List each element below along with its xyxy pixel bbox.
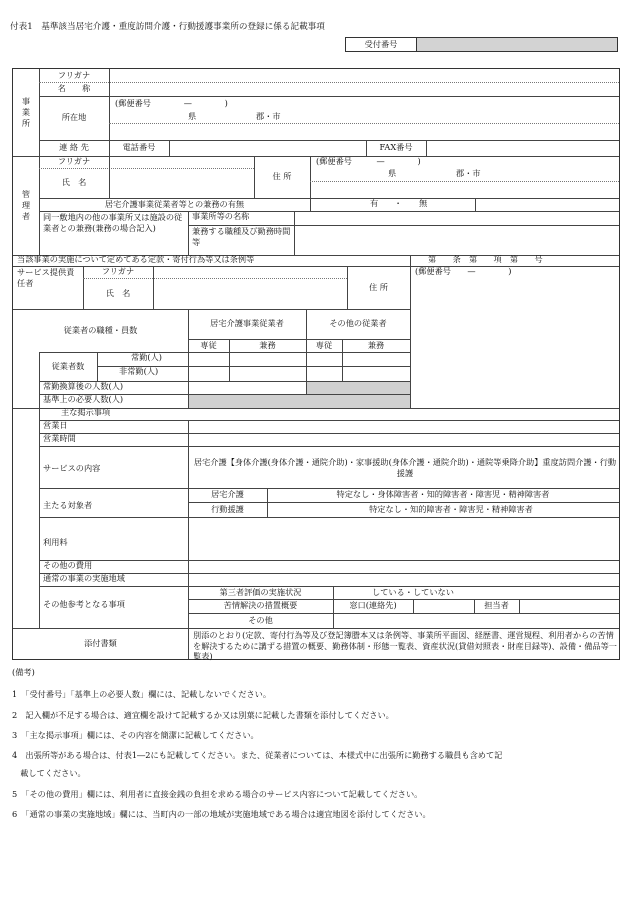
manager-furigana-label: フリガナ — [57, 156, 91, 167]
manager-address-label: 住 所 — [272, 171, 292, 182]
target-behavior-options[interactable]: 特定なし・知的障害者・障害児・精神障害者 — [369, 503, 533, 514]
office-postal-code[interactable]: (郵便番号 — ) — [115, 98, 228, 108]
staff-count-label: 従業者数 — [51, 360, 85, 371]
manager-dual-job-label: 兼務する職種及び勤務時間等 — [192, 226, 291, 247]
service-content-text[interactable]: 居宅介護【身体介護(身体介護・通院介助)・家事援助(身体介護・通院介助)・通院等乗降介助】重度訪問介護・行動援護 — [193, 457, 617, 478]
service-area-label: 通常の事業の実施地域 — [43, 573, 125, 583]
note-4-continued: 載してください。 — [12, 768, 86, 778]
other-label: その他 — [248, 614, 273, 625]
rules-label: 当該事業の実施について定めてある定款・寄付行為等又は条例等 — [17, 254, 255, 264]
staff-home-dual-header: 兼務 — [259, 339, 276, 350]
manager-other-dual-label: 同一敷地内の他の事業所又は施設の従業者との兼務(兼務の場合記入) — [43, 212, 183, 233]
office-side-label — [13, 69, 39, 156]
service-content-label: サービスの内容 — [43, 463, 101, 473]
attachments-label: 添付書類 — [84, 637, 117, 648]
provider-furigana-label: フリガナ — [101, 266, 135, 277]
target-home-care-label: 居宅介護 — [211, 489, 244, 500]
complaint-window-label: 窓口(連絡先) — [349, 600, 397, 611]
notes-heading: (備考) — [12, 667, 35, 677]
manager-side-char-3: 者 — [21, 211, 31, 222]
third-party-eval-label: 第三者評価の実施状況 — [219, 586, 302, 597]
staff-other-full-header: 専従 — [315, 339, 333, 350]
staff-col-home-care: 居宅介護事業従業者 — [210, 318, 284, 329]
office-prefecture-label: 県 — [188, 111, 197, 121]
office-phone-label: 電話番号 — [122, 142, 156, 153]
form-title: 付表1 基準該当居宅介護・重度訪問介護・行動援護事業所の登録に係る記載事項 — [10, 22, 325, 32]
other-fees-label: その他の費用 — [43, 560, 93, 570]
registration-form-table — [12, 68, 620, 660]
staff-other-dual-header: 兼務 — [367, 339, 385, 350]
note-3: 3 「主な掲示事項」欄には、その内容を簡潔に記載してください。 — [12, 730, 259, 740]
manager-postal-code[interactable]: (郵便番号 — ) — [316, 156, 421, 166]
target-label: 主たる対象者 — [43, 500, 93, 510]
manager-dual-no[interactable]: 無 — [419, 198, 428, 208]
staff-required-label: 基準上の必要人数(人) — [43, 394, 124, 404]
business-hours-label: 営業時間 — [43, 433, 76, 443]
office-side-char-2: 業 — [21, 106, 31, 117]
manager-city-label: 郡・市 — [456, 168, 481, 178]
office-contact-label: 連 絡 先 — [59, 142, 89, 153]
office-address-label: 所在地 — [61, 112, 87, 123]
office-side-char-1: 事 — [21, 95, 31, 106]
manager-side-char-1: 管 — [21, 188, 31, 199]
staff-home-full-header: 専従 — [200, 339, 217, 350]
manager-side-char-2: 理 — [21, 199, 31, 210]
target-behavior-label: 行動援護 — [211, 503, 244, 514]
office-name-label: 名 称 — [57, 83, 91, 94]
manager-side-label — [13, 156, 39, 255]
staff-nonregular-label: 非常勤(人) — [119, 366, 159, 376]
note-1: 1 「受付番号」「基準上の必要人数」欄には、記載しないでください。 — [12, 689, 272, 699]
provider-name-label: 氏 名 — [105, 287, 131, 298]
staff-required-shade — [189, 395, 410, 408]
business-days-label: 営業日 — [43, 420, 68, 430]
staff-regular-label: 常勤(人) — [131, 352, 162, 362]
staff-table-title: 従業者の職種・員数 — [63, 324, 138, 335]
note-2: 2 記入欄が不足する場合は、適宜欄を設けて記載するか又は別葉に記載した書類を添付してください。 — [12, 710, 394, 720]
staff-converted-label: 常勤換算後の人数(人) — [43, 381, 124, 391]
note-4: 4 出張所等がある場合は、付表1―2にも記載してください。また、従業者については、本様式中に出張所に勤務する職員も含めて記 — [12, 750, 503, 760]
complaint-resolution-label: 苦情解決の措置概要 — [223, 600, 298, 611]
office-fax-label: FAX番号 — [379, 142, 413, 153]
rules-article-number[interactable]: 第 条 第 項 第 号 — [428, 254, 543, 264]
note-6: 6 「通常の事業の実施地域」欄には、当町内の一部の地域が実施地域である場合は適宜地図を添付してください。 — [12, 809, 431, 819]
attachments-text: 別添のとおり(定款、寄付行為等及び登記簿謄本又は条例等、事業所平面図、経歴書、運営規程、利用者からの苦情を解決するために講ずる措置の概要、勤務体制・形態一覧表、資産状況(貸借対照表・財産目録等)、設備・備品等一覧表) — [193, 630, 617, 661]
office-city-label: 郡・市 — [256, 111, 281, 121]
complaint-person-label: 担当者 — [484, 600, 509, 611]
receipt-number-field[interactable] — [417, 38, 617, 51]
target-home-care-options[interactable]: 特定なし・身体障害者・知的障害者・障害児・精神障害者 — [336, 489, 550, 500]
staff-col-other: その他の従業者 — [329, 318, 387, 329]
main-notice-label: 主な掲示事項 — [61, 407, 111, 417]
provider-label: サービス提供責任者 — [17, 267, 75, 288]
manager-dual-role-question: 居宅介護事業従業者等との兼務の有無 — [104, 198, 245, 209]
note-5: 5 「その他の費用」欄には、利用者に直接金銭の負担を求める場合のサービス内容について記載してください。 — [12, 789, 423, 799]
third-party-eval-options[interactable]: している・していない — [372, 586, 454, 597]
manager-name-label: 氏 名 — [61, 177, 87, 188]
staff-converted-other-shade — [307, 382, 410, 394]
fee-label: 利用料 — [43, 537, 68, 547]
office-side-char-3: 所 — [21, 118, 31, 129]
manager-dual-separator: ・ — [394, 198, 403, 208]
other-reference-label: その他参考となる事項 — [43, 599, 125, 609]
receipt-number-box — [345, 37, 618, 52]
receipt-number-label: 受付番号 — [346, 38, 417, 51]
provider-postal-code[interactable]: (郵便番号 — ) — [415, 266, 512, 276]
manager-office-name-label: 事業所等の名称 — [192, 211, 250, 221]
manager-prefecture-label: 県 — [388, 168, 397, 178]
manager-dual-yes[interactable]: 有 — [370, 198, 379, 208]
provider-address-label: 住 所 — [369, 281, 388, 292]
office-furigana-label: フリガナ — [57, 69, 91, 80]
